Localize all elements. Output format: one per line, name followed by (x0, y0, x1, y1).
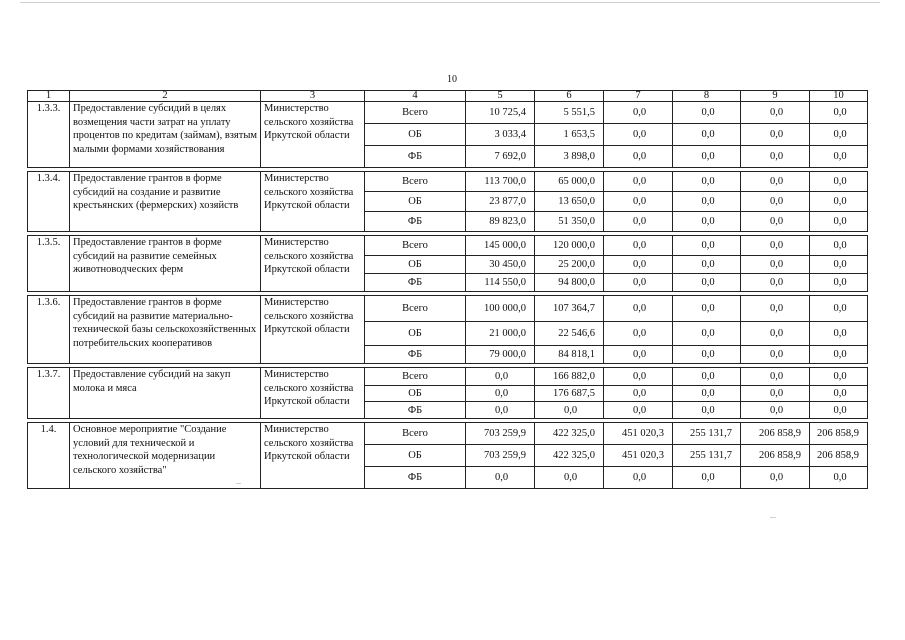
column-header: 9 (741, 91, 810, 102)
amount-cell: 3 898,0 (535, 146, 604, 168)
amount-cell: 7 692,0 (466, 146, 535, 168)
funding-source: Всего (365, 423, 466, 445)
amount-cell: 0,0 (810, 274, 868, 292)
amount-cell: 0,0 (535, 402, 604, 419)
amount-cell: 0,0 (673, 146, 741, 168)
amount-cell: 206 858,9 (810, 445, 868, 467)
amount-cell: 94 800,0 (535, 274, 604, 292)
column-number-row (28, 91, 868, 102)
amount-cell: 51 350,0 (535, 212, 604, 232)
table-row (28, 236, 868, 256)
amount-cell: 0,0 (741, 467, 810, 489)
funding-source: ОБ (365, 192, 466, 212)
amount-cell: 0,0 (466, 368, 535, 386)
table-row (28, 296, 868, 322)
amount-cell: 0,0 (741, 402, 810, 419)
responsible-organization: Министерство сельского хозяйства Иркутской области (261, 423, 365, 489)
measure-name: Предоставление субсидий на закуп молока и мяса (70, 368, 261, 419)
column-header: 2 (70, 91, 261, 102)
column-header: 4 (365, 91, 466, 102)
amount-cell: 0,0 (604, 256, 673, 274)
amount-cell: 107 364,7 (535, 296, 604, 322)
measure-name: Основное мероприятие "Создание условий для технической и технологической модернизации сельского хозяйства" (70, 423, 261, 489)
amount-cell: 206 858,9 (741, 423, 810, 445)
amount-cell: 0,0 (810, 256, 868, 274)
table-row (28, 423, 868, 445)
amount-cell: 0,0 (604, 212, 673, 232)
column-header: 6 (535, 91, 604, 102)
amount-cell: 1 653,5 (535, 124, 604, 146)
funding-source: ФБ (365, 212, 466, 232)
amount-cell: 0,0 (741, 368, 810, 386)
amount-cell: 0,0 (741, 256, 810, 274)
amount-cell: 0,0 (741, 172, 810, 192)
measure-code: 1.3.3. (28, 102, 70, 168)
amount-cell: 0,0 (604, 467, 673, 489)
amount-cell: 0,0 (810, 346, 868, 364)
amount-cell: 0,0 (810, 296, 868, 322)
amount-cell: 0,0 (673, 172, 741, 192)
amount-cell: 0,0 (673, 296, 741, 322)
amount-cell: 0,0 (810, 146, 868, 168)
measure-code: 1.4. (28, 423, 70, 489)
amount-cell: 84 818,1 (535, 346, 604, 364)
table-row (28, 102, 868, 124)
amount-cell: 0,0 (810, 322, 868, 346)
amount-cell: 0,0 (673, 192, 741, 212)
amount-cell: 0,0 (604, 402, 673, 419)
amount-cell: 25 200,0 (535, 256, 604, 274)
amount-cell: 22 546,6 (535, 322, 604, 346)
amount-cell: 451 020,3 (604, 445, 673, 467)
amount-cell: 0,0 (741, 102, 810, 124)
amount-cell: 30 450,0 (466, 256, 535, 274)
measure-code: 1.3.7. (28, 368, 70, 419)
scan-artifact-top (20, 2, 880, 3)
measure-name: Предоставление грантов в форме субсидий на развитие семейных животноводческих ферм (70, 236, 261, 292)
column-header: 3 (261, 91, 365, 102)
amount-cell: 0,0 (810, 192, 868, 212)
amount-cell: 13 650,0 (535, 192, 604, 212)
amount-cell: 0,0 (741, 296, 810, 322)
funding-source: ФБ (365, 146, 466, 168)
amount-cell: 114 550,0 (466, 274, 535, 292)
amount-cell: 176 687,5 (535, 386, 604, 402)
amount-cell: 422 325,0 (535, 445, 604, 467)
amount-cell: 0,0 (673, 274, 741, 292)
measure-code: 1.3.6. (28, 296, 70, 364)
page-number: 10 (447, 74, 457, 85)
amount-cell: 0,0 (673, 256, 741, 274)
table-row (28, 172, 868, 192)
amount-cell: 145 000,0 (466, 236, 535, 256)
amount-cell: 0,0 (810, 402, 868, 419)
amount-cell: 0,0 (741, 192, 810, 212)
amount-cell: 0,0 (604, 322, 673, 346)
amount-cell: 0,0 (673, 236, 741, 256)
measure-code: 1.3.4. (28, 172, 70, 232)
budget-table (27, 90, 868, 489)
funding-source: Всего (365, 172, 466, 192)
amount-cell: 0,0 (604, 124, 673, 146)
amount-cell: 0,0 (673, 322, 741, 346)
funding-source: ОБ (365, 386, 466, 402)
amount-cell: 21 000,0 (466, 322, 535, 346)
amount-cell: 3 033,4 (466, 124, 535, 146)
amount-cell: 0,0 (673, 467, 741, 489)
amount-cell: 89 823,0 (466, 212, 535, 232)
amount-cell: 100 000,0 (466, 296, 535, 322)
amount-cell: 0,0 (535, 467, 604, 489)
scan-speck (770, 517, 776, 518)
responsible-organization: Министерство сельского хозяйства Иркутской области (261, 102, 365, 168)
amount-cell: 23 877,0 (466, 192, 535, 212)
column-header: 7 (604, 91, 673, 102)
amount-cell: 451 020,3 (604, 423, 673, 445)
amount-cell: 0,0 (604, 172, 673, 192)
amount-cell: 0,0 (466, 386, 535, 402)
amount-cell: 422 325,0 (535, 423, 604, 445)
amount-cell: 206 858,9 (810, 423, 868, 445)
amount-cell: 0,0 (673, 212, 741, 232)
responsible-organization: Министерство сельского хозяйства Иркутской области (261, 172, 365, 232)
amount-cell: 0,0 (810, 124, 868, 146)
funding-source: ФБ (365, 402, 466, 419)
amount-cell: 5 551,5 (535, 102, 604, 124)
amount-cell: 0,0 (741, 124, 810, 146)
amount-cell: 0,0 (673, 102, 741, 124)
amount-cell: 0,0 (604, 296, 673, 322)
amount-cell: 0,0 (741, 146, 810, 168)
column-header: 10 (810, 91, 868, 102)
funding-source: Всего (365, 368, 466, 386)
amount-cell: 255 131,7 (673, 423, 741, 445)
amount-cell: 0,0 (741, 212, 810, 232)
amount-cell: 0,0 (604, 346, 673, 364)
amount-cell: 0,0 (466, 402, 535, 419)
amount-cell: 0,0 (604, 146, 673, 168)
measure-name: Предоставление грантов в форме субсидий на развитие материально-технической базы сельскохозяйственных потребительских кооперативов (70, 296, 261, 364)
amount-cell: 0,0 (741, 322, 810, 346)
funding-source: Всего (365, 102, 466, 124)
amount-cell: 0,0 (741, 274, 810, 292)
measure-name: Предоставление субсидий в целях возмещения части затрат на уплату процентов по кредитам (займам), взятым малыми формами хозяйствования (70, 102, 261, 168)
amount-cell: 703 259,9 (466, 445, 535, 467)
funding-source: ОБ (365, 256, 466, 274)
amount-cell: 0,0 (673, 386, 741, 402)
column-header: 1 (28, 91, 70, 102)
amount-cell: 10 725,4 (466, 102, 535, 124)
amount-cell: 65 000,0 (535, 172, 604, 192)
table-row (28, 368, 868, 386)
amount-cell: 0,0 (741, 346, 810, 364)
responsible-organization: Министерство сельского хозяйства Иркутской области (261, 296, 365, 364)
amount-cell: 0,0 (741, 386, 810, 402)
amount-cell: 0,0 (604, 192, 673, 212)
amount-cell: 0,0 (810, 467, 868, 489)
amount-cell: 79 000,0 (466, 346, 535, 364)
amount-cell: 0,0 (466, 467, 535, 489)
amount-cell: 0,0 (810, 102, 868, 124)
amount-cell: 0,0 (741, 236, 810, 256)
amount-cell: 0,0 (673, 402, 741, 419)
amount-cell: 166 882,0 (535, 368, 604, 386)
amount-cell: 113 700,0 (466, 172, 535, 192)
funding-source: ФБ (365, 346, 466, 364)
responsible-organization: Министерство сельского хозяйства Иркутской области (261, 236, 365, 292)
amount-cell: 255 131,7 (673, 445, 741, 467)
funding-source: Всего (365, 236, 466, 256)
funding-source: ФБ (365, 274, 466, 292)
amount-cell: 206 858,9 (741, 445, 810, 467)
responsible-organization: Министерство сельского хозяйства Иркутской области (261, 368, 365, 419)
amount-cell: 0,0 (810, 212, 868, 232)
amount-cell: 0,0 (604, 236, 673, 256)
amount-cell: 120 000,0 (535, 236, 604, 256)
amount-cell: 0,0 (604, 274, 673, 292)
funding-source: ОБ (365, 322, 466, 346)
funding-source: Всего (365, 296, 466, 322)
amount-cell: 0,0 (673, 346, 741, 364)
amount-cell: 0,0 (604, 368, 673, 386)
funding-source: ОБ (365, 445, 466, 467)
amount-cell: 0,0 (604, 102, 673, 124)
amount-cell: 0,0 (810, 386, 868, 402)
funding-source: ФБ (365, 467, 466, 489)
amount-cell: 0,0 (810, 236, 868, 256)
column-header: 8 (673, 91, 741, 102)
amount-cell: 0,0 (810, 368, 868, 386)
measure-code: 1.3.5. (28, 236, 70, 292)
funding-source: ОБ (365, 124, 466, 146)
amount-cell: 0,0 (604, 386, 673, 402)
amount-cell: 0,0 (673, 368, 741, 386)
amount-cell: 0,0 (810, 172, 868, 192)
scan-speck (236, 483, 241, 484)
column-header: 5 (466, 91, 535, 102)
amount-cell: 0,0 (673, 124, 741, 146)
amount-cell: 703 259,9 (466, 423, 535, 445)
measure-name: Предоставление грантов в форме субсидий на создание и развитие крестьянских (фермерских) хозяйств (70, 172, 261, 232)
